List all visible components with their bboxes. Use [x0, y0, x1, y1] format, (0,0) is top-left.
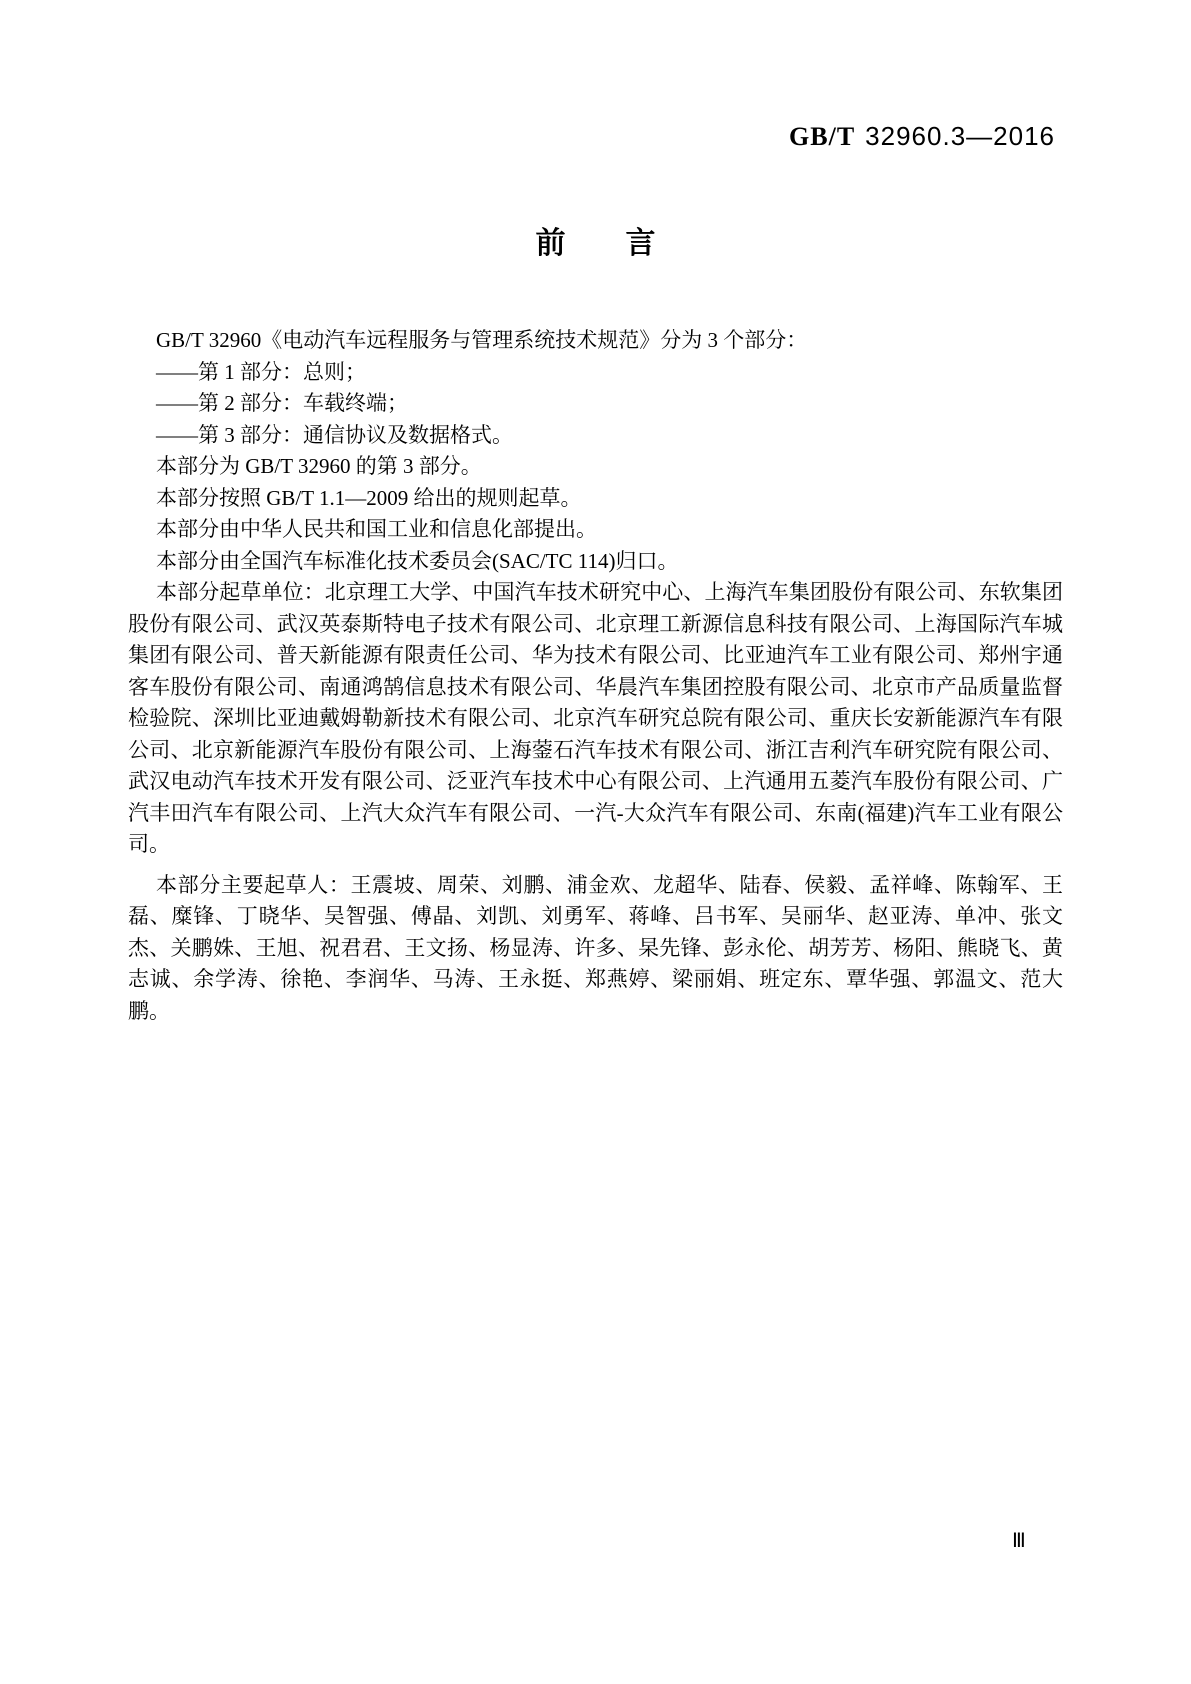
- page-title: 前 言: [535, 227, 656, 260]
- foreword-body: [128, 325, 1063, 1027]
- foreword-part-item-2: ——第 2 部分：车载终端；: [156, 391, 408, 415]
- standard-code: [789, 122, 1055, 151]
- foreword-statement-4: 本部分由全国汽车标准化技术委员会(SAC/TC 114)归口。: [156, 548, 679, 573]
- drafting-units-paragraph: 本部分起草单位：北京理工大学、中国汽车技术研究中心、上海汽车集团股份有限公司、东软集团股份有限公司、武汉英泰斯特电子技术有限公司、北京理工新源信息科技有限公司、上海国际汽车城集团有限公司、普天新能源有限责任公司、华为技术有限公司、比亚迪汽车工业有限公司、郑州宇通客车股份有限公司、南通鸿鹄信息技术有限公司、华晨汽车集团控股有限公司、北京市产品质量监督检验院、深圳比亚迪戴姆勒新技术有限公司、北京汽车研究总院有限公司、重庆长安新能源汽车有限公司、北京新能源汽车股份有限公司、上海蓥石汽车技术有限公司、浙江吉利汽车研究院有限公司、武汉电动汽车技术开发有限公司、泛亚汽车技术中心有限公司、上汽通用五菱汽车股份有限公司、广汽丰田汽车有限公司、上汽大众汽车有限公司、一汽-大众汽车有限公司、东南(福建)汽车工业有限公司。: [128, 580, 1063, 856]
- standard-code-number: 32960.3—2016: [865, 121, 1055, 151]
- foreword-intro: GB/T 32960《电动汽车远程服务与管理系统技术规范》分为 3 个部分：: [156, 328, 808, 352]
- page-number: Ⅲ: [1012, 1530, 1026, 1552]
- foreword-statement-3: 本部分由中华人民共和国工业和信息化部提出。: [156, 517, 597, 541]
- foreword-part-item-1: ——第 1 部分：总则；: [156, 359, 366, 384]
- foreword-part-item-3: ——第 3 部分：通信协议及数据格式。: [156, 422, 513, 447]
- standard-code-prefix: GB/T: [789, 122, 856, 151]
- foreword-statement-2: 本部分按照 GB/T 1.1—2009 给出的规则起草。: [156, 485, 582, 510]
- drafters-paragraph: 本部分主要起草人：王震坡、周荣、刘鹏、浦金欢、龙超华、陆春、侯毅、孟祥峰、陈翰军、王磊、糜锋、丁晓华、吴智强、傅晶、刘凯、刘勇军、蒋峰、吕书军、吴丽华、赵亚涛、单冲、张文杰、关鹏姝、王旭、祝君君、王文扬、杨显涛、许多、杲先锋、彭永伦、胡芳芳、杨阳、熊晓飞、黄志诚、余学涛、徐艳、李润华、马涛、王永挺、郑燕婷、梁丽娟、班定东、覃华强、郭温文、范大鹏。: [128, 872, 1063, 1023]
- foreword-statement-1: 本部分为 GB/T 32960 的第 3 部分。: [156, 454, 482, 478]
